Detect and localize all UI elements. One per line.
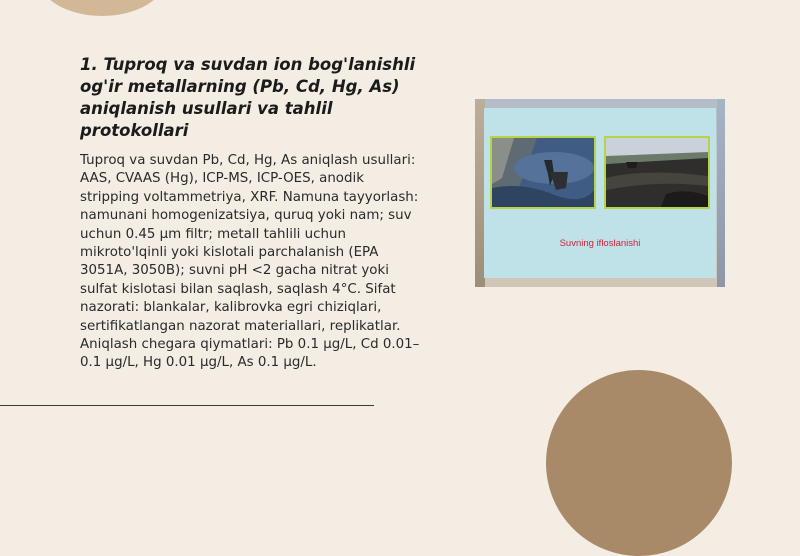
inner-slide	[484, 108, 716, 278]
photo-edge-right	[717, 99, 725, 287]
image-caption: Suvning ifloslanishi	[559, 238, 641, 249]
slide-body-text: Tuproq va suvdan Pb, Cd, Hg, As aniqlash usullari: AAS, CVAAS (Hg), ICP-MS, ICP-OES, anodik stripping voltammetriya, XRF. Namuna tayyorlash: namunani homogenizatsiya, quruq yoki nam; suv uchun 0.45 µm filtr; metall tahlili uchun mikroto'lqinli yoki kislotali parchalanish (EPA 3051A, 3050B); suvni pH <2 gacha nitrat yoki sulfat kislotasi bilan saqlash, saqlash 4°C. Sifat nazorati: blankalar, kalibrovka egri chiziqlari, sertifikatlangan nazorat materiallari, replikatlar. Aniqlash chegara qiymatlari: Pb 0.1 µg/L, Cd 0.01–0.1 µg/L, Hg 0.01 µg/L, As 0.1 µg/L.	[80, 153, 420, 371]
decorative-circle-top	[38, 0, 166, 16]
polluted-water-photo-left	[490, 136, 596, 209]
divider-line	[0, 405, 374, 406]
slide-title: 1. Tuproq va suvdan ion bog'lanishli og'ir metallarning (Pb, Cd, Hg, As) aniqlanish usullari va tahlil protokollari	[80, 55, 416, 140]
polluted-water-right-image	[606, 138, 708, 207]
decorative-circle-bottom	[546, 370, 732, 556]
polluted-water-photo-right	[604, 136, 710, 209]
polluted-water-left-image	[492, 138, 594, 207]
slide-photo	[475, 99, 725, 287]
